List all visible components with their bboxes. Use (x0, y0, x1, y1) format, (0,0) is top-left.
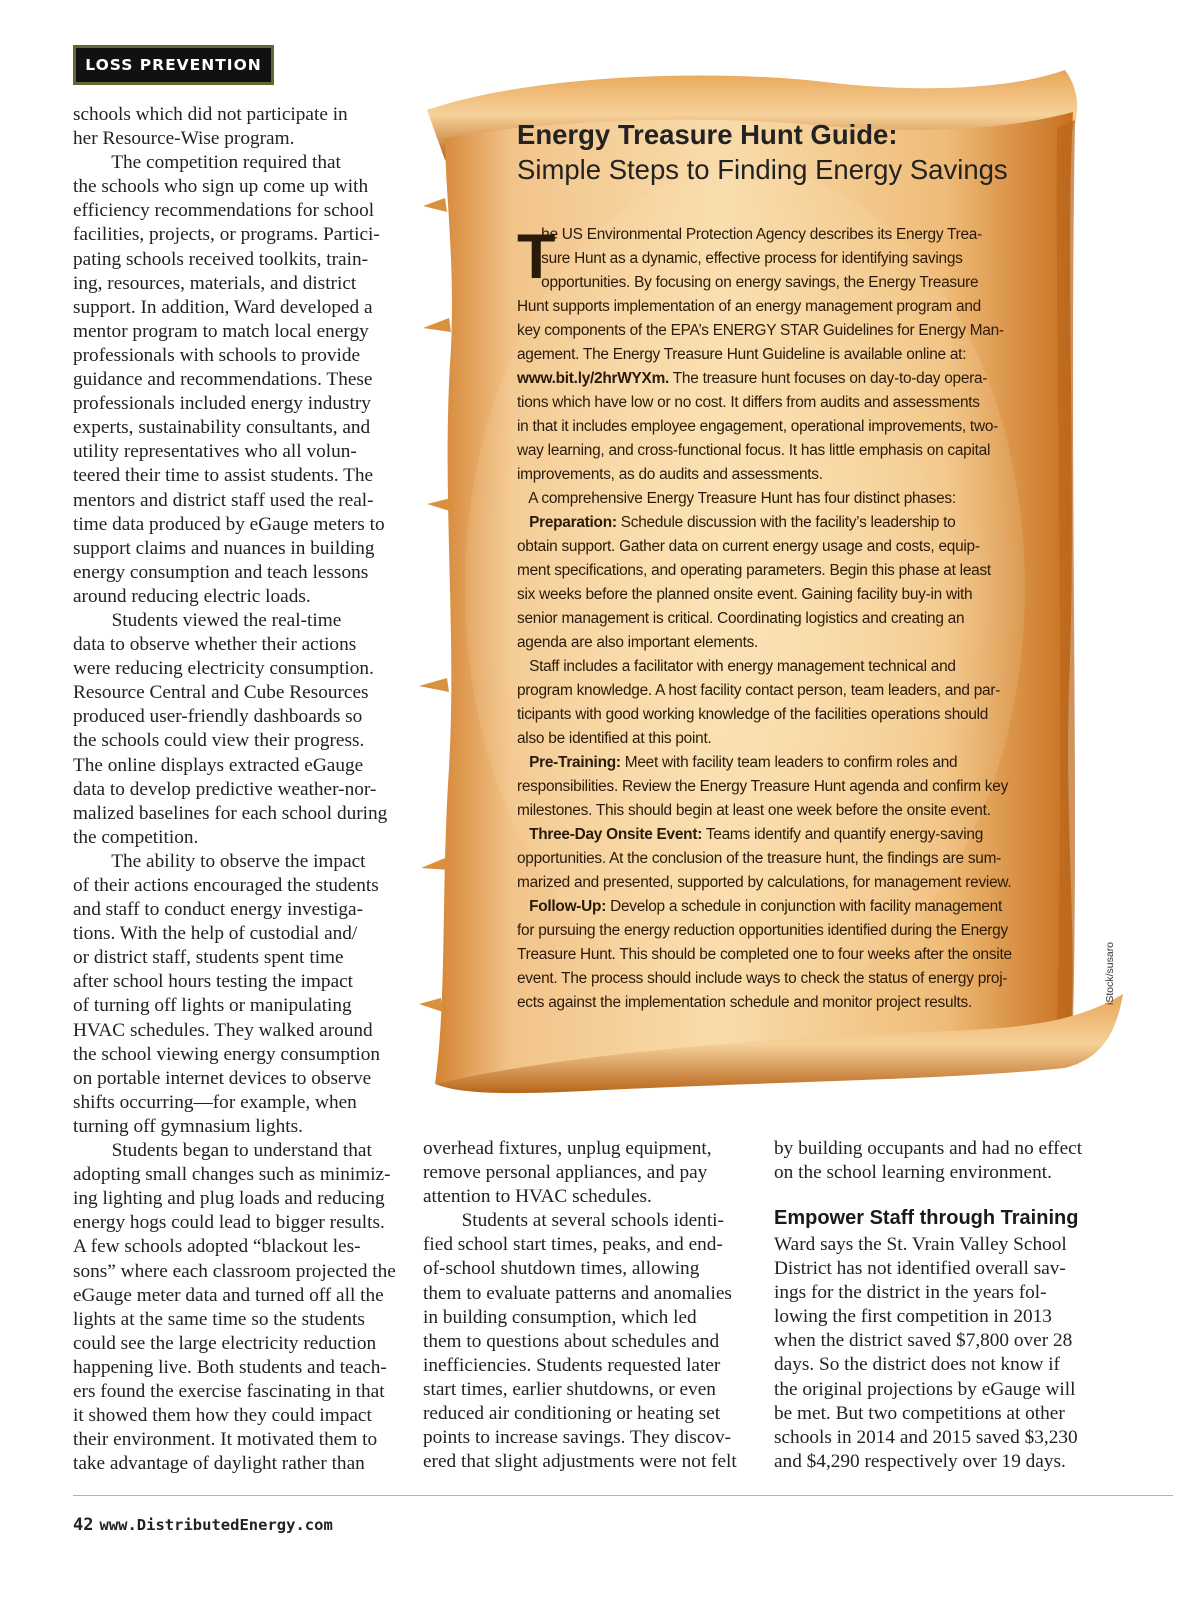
phase-onsite-text: Teams identify and quantify energy-saving opportunities. At the conclusion of the treasure hunt, the findings are sum- marized and presented, supported by calculations, for management review. (517, 826, 1012, 891)
photo-credit: iStock/susaro (1104, 941, 1116, 1005)
phase-preparation-label: Preparation: (529, 514, 617, 531)
article-column-left: schools which did not participate in her Resource-Wise program. The competition required that the schools who sign up come up with efficiency recommendations for school facilities, projects, or programs. Partici- pating schools received toolkits, train- ing, resources, materials, and district support. In addition, Ward developed a mentor program to match local energy professionals with schools to provide guidance and recommendations. These professionals included energy industry experts, sustainability consultants, and utility representatives who all volun- teered their time to assist students. The mentors and district staff used the real- time data produced by eGauge meters to support claims and nuances in building energy consumption and teach lessons around reducing electric loads. Students viewed the real-time data to observe whether their actions were reducing electricity consumption. Resource Central and Cube Resources produced user-friendly dashboards so the schools could view their progress. The online displays extracted eGauge data to develop predictive weather-nor- malized baselines for each school during the competition. The ability to observe the impact of their actions encouraged the students and staff to conduct energy investiga- tions. With the help of custodial and/ or district staff, students spent time after school hours testing the impact of turning off lights or manipulating HVAC schedules. They walked around the school viewing energy consumption on portable internet devices to observe shifts occurring—for example, when turning off gymnasium lights. Students began to understand that adopting small changes such as minimiz- ing lighting and plug loads and reducing energy hogs could lead to bigger results. A few schools adopted “blackout les- sons” where each classroom projected the eGauge meter data and turned off all the lights at the same time so the students could see the large electricity reduction happening live. Both students and teach- ers found the exercise fascinating in that it showed them how they could impact their environment. It motivated them to take advantage of daylight rather than (73, 104, 396, 1475)
sidebar-url: www.bit.ly/2hrWYXm. (517, 370, 670, 387)
sidebar-subtitle: Simple Steps to Finding Energy Savings (517, 154, 1008, 185)
article-column-right-bottom: Ward says the St. Vrain Valley School District has not identified overall sav- ings for the district in the years fol- lowing the first competition in 2013 when the district saved $7,800 over 28 days. So the district does not know if the original projections by eGauge will be met. But two competitions at other schools in 2014 and 2015 saved $3,230 and $4,290 respectively over 19 days. (774, 1234, 1078, 1472)
sidebar-title (517, 117, 1008, 187)
phase-onsite-label: Three-Day Onsite Event: (529, 826, 703, 843)
phase-pretraining-text: Meet with facility team leaders to confirm roles and responsibilities. Review the Energy Treasure Hunt agenda and confirm key milestones. This should begin at least one week before the onsite event. (517, 754, 1009, 819)
sidebar-dropcap: T (517, 222, 556, 292)
phase-followup-text: Develop a schedule in conjunction with facility management for pursuing the energy reduction opportunities identified during the Energy Treasure Hunt. This should be completed one to four weeks after the onsite event. The process should include ways to check the status of energy proj- ects against the implementation schedule and monitor project results. (517, 898, 1012, 1011)
phase-followup-label: Follow-Up: (529, 898, 607, 915)
sidebar-intro: he US Environmental Protection Agency describes its Energy Trea- sure Hunt as a dynamic, effective process for identifying savings opportunities. By focusing on energy savings, the Energy Treasure Hunt supports implementation of an energy management program and key components of the EPA’s ENERGY STAR Guidelines for Energy Man- agement. The Energy Treasure Hunt Guideline is available online at: (517, 226, 1004, 363)
phase-preparation-text: Schedule discussion with the facility’s leadership to obtain support. Gather data on current energy usage and costs, equip- ment specifications, and operating parameters. Begin this phase at least six weeks before the planned onsite event. Gaining facility buy-in with senior management is critical. Coordinating logistics and creating an agenda are also important elements. Staff includes a facilitator with energy management technical and program knowledge. A host facility contact person, team leaders, and par- ticipants with good working knowledge of the facilities operations should also be identified at this point. (517, 514, 1001, 747)
footer-divider (73, 1495, 1173, 1496)
footer-url: www.DistributedEnergy.com (99, 1516, 333, 1534)
sidebar-title-colon: : (888, 119, 898, 150)
sidebar-intro-tail: The treasure hunt focuses on day-to-day opera- tions which have low or no cost. It differs from audits and assessments in that it includes employee engagement, operational improvements, two- way learning, and cross-functional focus. It has little emphasis on capital improvements, as do audits and assessments. A comprehensive Energy Treasure Hunt has four distinct phases: (517, 370, 999, 507)
page-footer (73, 1515, 333, 1535)
article-column-right-top: by building occupants and had no effect on the school learning environment. (774, 1138, 1083, 1184)
page-number: 42 (73, 1515, 94, 1535)
section-label: LOSS PREVENTION (73, 45, 274, 85)
phase-pretraining-label: Pre-Training: (529, 754, 621, 771)
article-column-middle: overhead fixtures, unplug equipment, remove personal appliances, and pay attention to HVAC schedules. Students at several schools identi- fied school start times, peaks, and end- of-school shutdown times, allowing them to evaluate patterns and anomalies in building consumption, which led them to questions about schedules and inefficiencies. Students requested later start times, earlier shutdowns, or even reduced air conditioning or heating set points to increase savings. They discov- ered that slight adjustments were not felt (423, 1138, 737, 1473)
section-subhead: Empower Staff through Training (774, 1207, 1079, 1229)
sidebar-body (517, 223, 1037, 1015)
sidebar-title-text: Energy Treasure Hunt Guide (517, 119, 889, 150)
